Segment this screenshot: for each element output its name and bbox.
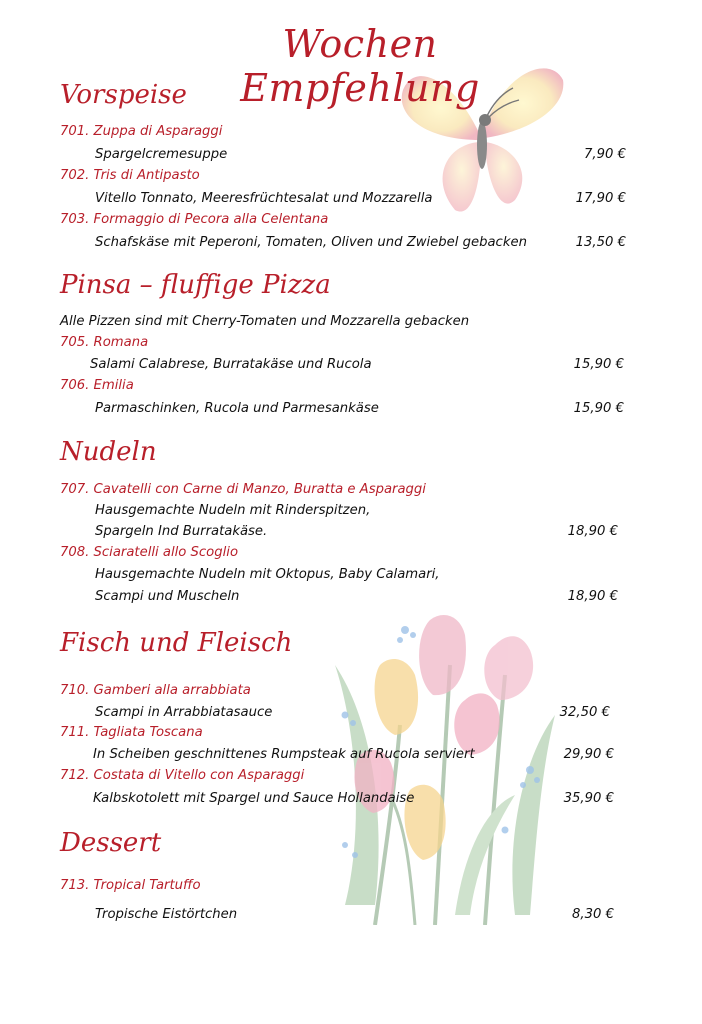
- menu-item-description: Spargelcremesuppe: [95, 147, 228, 162]
- menu-item-price: 18,90 €: [567, 524, 618, 539]
- menu-item-description: Parmaschinken, Rucola und Parmesankäse: [95, 401, 379, 416]
- section-note: Alle Pizzen sind mit Cherry-Tomaten und Mozzarella gebacken: [60, 314, 470, 329]
- menu-item-name: 703. Formaggio di Pecora alla Celentana: [60, 212, 329, 227]
- menu-item-price: 13,50 €: [575, 235, 626, 250]
- menu-item-name: 705. Romana: [60, 335, 149, 350]
- section-heading-dessert: Dessert: [60, 828, 162, 858]
- menu-item-price: 15,90 €: [573, 357, 624, 372]
- section-heading-fisch-fleisch: Fisch und Fleisch: [60, 628, 293, 658]
- menu-item-description: Salami Calabrese, Burratakäse und Rucola: [90, 357, 372, 372]
- menu-item-name: 713. Tropical Tartuffo: [60, 878, 201, 893]
- menu-item-description: Hausgemachte Nudeln mit Oktopus, Baby Calamari,: [95, 567, 440, 582]
- menu-item-description: Hausgemachte Nudeln mit Rinderspitzen,: [95, 503, 371, 518]
- menu-item-name: 711. Tagliata Toscana: [60, 725, 203, 740]
- section-heading-pinsa: Pinsa – fluffige Pizza: [60, 270, 331, 300]
- menu-item-name: 710. Gamberi alla arrabbiata: [60, 683, 251, 698]
- menu-item-description: Kalbskotolett mit Spargel und Sauce Hollandaise: [93, 791, 415, 806]
- menu-item-price: 15,90 €: [573, 401, 624, 416]
- menu-item-price: 17,90 €: [575, 191, 626, 206]
- menu-item-price: 18,90 €: [567, 589, 618, 604]
- menu-item-price: 7,90 €: [584, 147, 626, 162]
- menu-item-description: Scampi in Arrabbiatasauce: [95, 705, 273, 720]
- section-heading-nudeln: Nudeln: [60, 437, 157, 467]
- menu-item-description: Tropische Eistörtchen: [95, 907, 238, 922]
- menu-item-price: 29,90 €: [563, 747, 614, 762]
- menu-item-price: 32,50 €: [559, 705, 610, 720]
- menu-item-name: 706. Emilia: [60, 378, 134, 393]
- menu-item-description: Schafskäse mit Peperoni, Tomaten, Oliven und Zwiebel gebacken: [95, 235, 527, 250]
- menu-item-description: Scampi und Muscheln: [95, 589, 240, 604]
- section-heading-vorspeise: Vorspeise: [60, 80, 187, 110]
- menu-item-description: Spargeln Ind Burratakäse.: [95, 524, 268, 539]
- menu-item-name: 707. Cavatelli con Carne di Manzo, Buratta e Asparaggi: [60, 482, 426, 497]
- menu-item-name: 702. Tris di Antipasto: [60, 168, 200, 183]
- menu-item-name: 701. Zuppa di Asparaggi: [60, 124, 223, 139]
- menu-item-name: 712. Costata di Vitello con Asparaggi: [60, 768, 305, 783]
- menu-item-description: Vitello Tonnato, Meeresfrüchtesalat und Mozzarella: [95, 191, 433, 206]
- menu-item-price: 35,90 €: [563, 791, 614, 806]
- menu-item-price: 8,30 €: [572, 907, 614, 922]
- menu-item-name: 708. Sciaratelli allo Scoglio: [60, 545, 239, 560]
- tulip-bouquet-illustration: [315, 605, 570, 925]
- menu-item-description: In Scheiben geschnittenes Rumpsteak auf Rucola serviert: [93, 747, 475, 762]
- page-title: Wochen Empfehlung: [240, 22, 480, 110]
